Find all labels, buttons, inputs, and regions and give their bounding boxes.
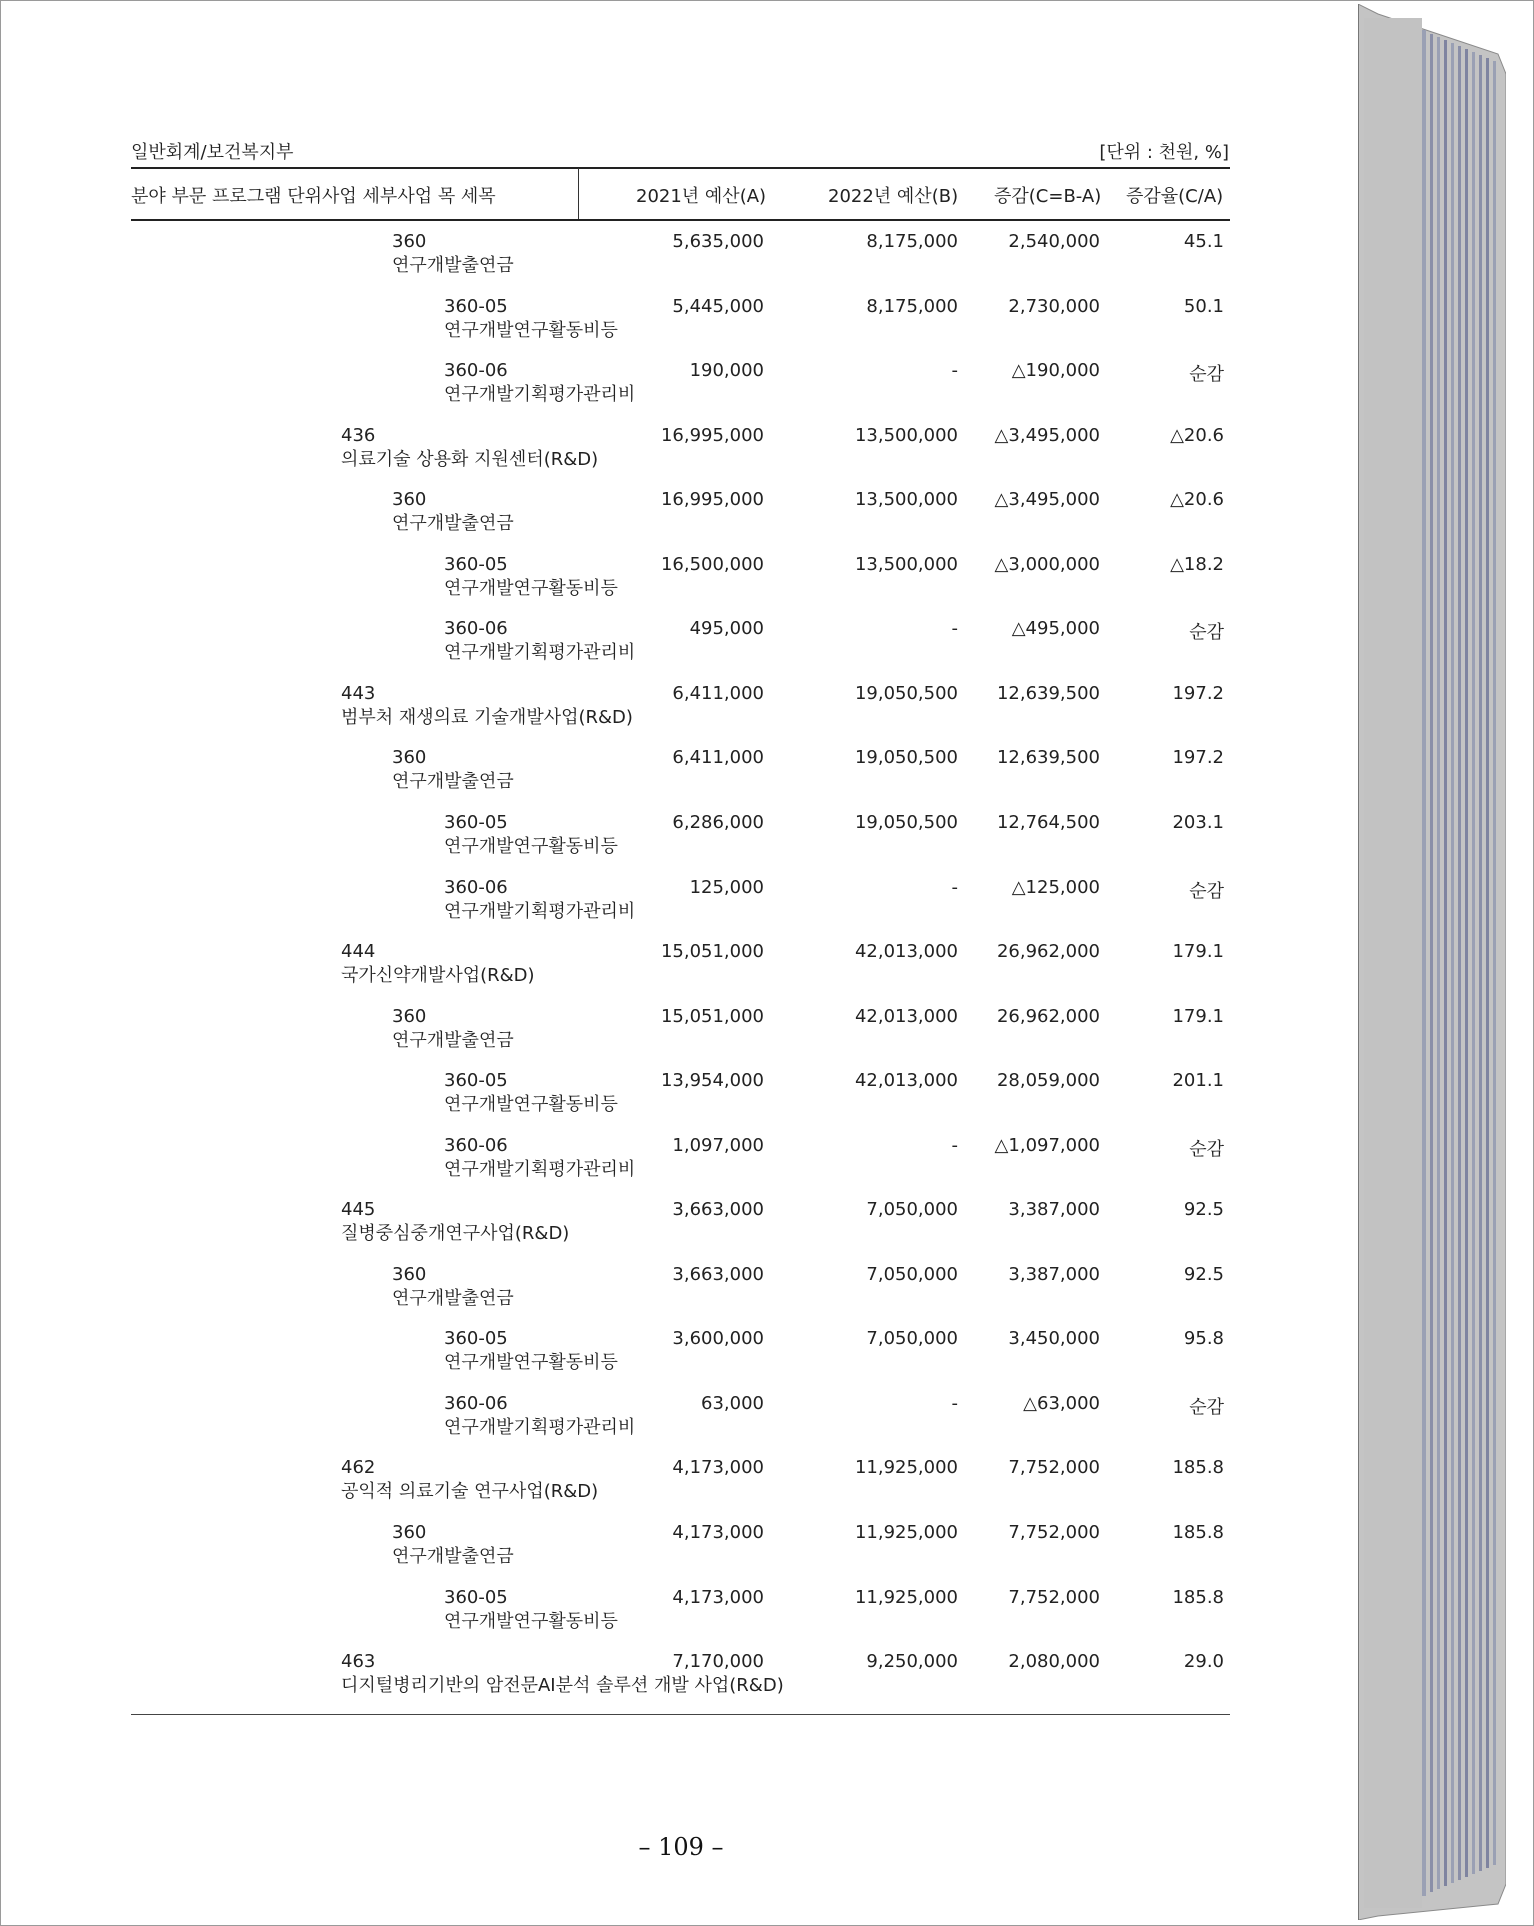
row-budget-2021: 6,286,000	[672, 811, 764, 833]
row-budget-2022: 7,050,000	[866, 1263, 958, 1285]
row-change: △63,000	[1023, 1392, 1100, 1414]
row-name: 연구개발출연금	[392, 513, 514, 535]
row-change: △3,495,000	[994, 424, 1100, 446]
table-row	[4, 1587, 1358, 1647]
row-budget-2022: 19,050,500	[854, 682, 958, 704]
row-code: 360-05	[444, 1586, 508, 1608]
row-budget-2021: 6,411,000	[672, 747, 764, 769]
row-change: 2,080,000	[1008, 1651, 1100, 1673]
row-code: 360	[392, 1522, 427, 1543]
row-change-rate: 순감	[1189, 622, 1224, 644]
row-budget-2022: 11,925,000	[854, 1586, 958, 1608]
row-budget-2022: -	[951, 876, 958, 898]
row-change-rate: 45.1	[1183, 231, 1224, 252]
row-budget-2022: -	[951, 360, 958, 382]
header-column-divider	[578, 168, 579, 219]
table-row	[4, 1264, 1358, 1324]
table-row	[4, 1651, 1358, 1711]
row-budget-2021: 495,000	[689, 618, 764, 640]
row-change-rate: △20.6	[1170, 489, 1224, 511]
table-row	[4, 1070, 1358, 1130]
unit-label: [단위 : 천원, %]	[1099, 142, 1229, 163]
row-change: 12,764,500	[996, 811, 1100, 833]
row-budget-2021: 190,000	[689, 360, 764, 382]
row-code: 463	[341, 1651, 376, 1673]
row-change: △125,000	[1011, 876, 1100, 898]
row-name: 범부처 재생의료 기술개발사업(R&D)	[341, 706, 633, 728]
row-budget-2021: 4,173,000	[672, 1457, 764, 1479]
row-code: 360-05	[444, 553, 508, 575]
row-change-rate: 95.8	[1183, 1328, 1224, 1350]
row-name: 의료기술 상용화 지원센터(R&D)	[341, 448, 599, 470]
row-code: 360-06	[444, 1392, 508, 1414]
row-budget-2021: 7,170,000	[672, 1651, 764, 1673]
row-change-rate: 185.8	[1172, 1522, 1224, 1543]
row-budget-2022: 13,500,000	[854, 424, 958, 446]
table-row	[4, 425, 1358, 485]
row-change: 26,962,000	[996, 941, 1100, 963]
book-page-edges	[1358, 4, 1506, 1920]
row-name: 연구개발출연금	[392, 1287, 514, 1309]
row-change-rate: 197.2	[1172, 682, 1224, 704]
row-change-rate: 203.1	[1172, 811, 1224, 833]
row-name: 연구개발기획평가관리비	[444, 1416, 636, 1438]
row-change-rate: △18.2	[1170, 553, 1224, 575]
row-change: 7,752,000	[1008, 1457, 1100, 1479]
row-change-rate: 197.2	[1172, 747, 1224, 769]
row-change: △3,000,000	[994, 553, 1100, 575]
column-header-change-rate: 증감율(C/A)	[1126, 186, 1224, 207]
page-number: – 109 –	[638, 1833, 724, 1861]
row-budget-2021: 3,663,000	[672, 1263, 764, 1285]
row-budget-2022: 7,050,000	[866, 1199, 958, 1221]
row-name: 연구개발연구활동비등	[444, 835, 618, 857]
row-budget-2021: 16,995,000	[660, 489, 764, 511]
table-row	[4, 489, 1358, 549]
row-name: 공익적 의료기술 연구사업(R&D)	[341, 1481, 599, 1503]
table-row	[4, 1135, 1358, 1195]
row-budget-2022: -	[951, 618, 958, 640]
row-budget-2022: 7,050,000	[866, 1328, 958, 1350]
row-code: 445	[341, 1199, 376, 1221]
row-change-rate: 50.1	[1183, 295, 1224, 317]
row-budget-2021: 6,411,000	[672, 682, 764, 704]
row-name: 연구개발출연금	[392, 1546, 514, 1567]
table-row	[4, 554, 1358, 614]
table-row	[4, 360, 1358, 420]
row-change: 3,450,000	[1008, 1328, 1100, 1350]
column-header-change: 증감(C=B-A)	[994, 186, 1102, 207]
table-row	[4, 877, 1358, 937]
column-header-category: 분야 부문 프로그램 단위사업 세부사업 목 세목	[131, 186, 496, 207]
row-change-rate: 185.8	[1172, 1457, 1224, 1479]
row-code: 436	[341, 424, 376, 446]
table-row	[4, 1006, 1358, 1066]
row-name: 연구개발연구활동비등	[444, 1610, 618, 1632]
row-change-rate: 92.5	[1183, 1199, 1224, 1221]
row-change: △190,000	[1011, 360, 1100, 382]
row-change: △3,495,000	[994, 489, 1100, 511]
row-change: 7,752,000	[1008, 1522, 1100, 1543]
row-change: 7,752,000	[1008, 1586, 1100, 1608]
row-budget-2021: 3,663,000	[672, 1199, 764, 1221]
row-budget-2022: 11,925,000	[854, 1522, 958, 1543]
table-row	[4, 747, 1358, 807]
row-name: 디지털병리기반의 암전문AI분석 솔루션 개발 사업(R&D)	[341, 1675, 784, 1697]
row-change-rate: 29.0	[1183, 1651, 1224, 1673]
row-name: 연구개발연구활동비등	[444, 1094, 618, 1116]
row-code: 360	[392, 1005, 427, 1027]
row-budget-2022: 8,175,000	[866, 295, 958, 317]
row-budget-2021: 5,635,000	[672, 231, 764, 252]
row-code: 444	[341, 941, 376, 963]
row-code: 360-05	[444, 811, 508, 833]
row-code: 360	[392, 747, 427, 769]
row-budget-2022: 19,050,500	[854, 811, 958, 833]
row-change-rate: 순감	[1189, 1396, 1224, 1418]
row-budget-2021: 1,097,000	[672, 1134, 764, 1156]
row-budget-2022: 42,013,000	[854, 1070, 958, 1092]
row-code: 360	[392, 1263, 427, 1285]
row-code: 360	[392, 231, 427, 252]
row-code: 360-06	[444, 618, 508, 640]
table-row	[4, 1199, 1358, 1259]
row-budget-2022: 11,925,000	[854, 1457, 958, 1479]
column-header-budget-2022: 2022년 예산(B)	[828, 186, 959, 207]
row-budget-2021: 13,954,000	[660, 1070, 764, 1092]
table-row	[4, 231, 1358, 291]
row-code: 360-05	[444, 1328, 508, 1350]
row-budget-2021: 3,600,000	[672, 1328, 764, 1350]
table-row	[4, 1393, 1358, 1453]
row-code: 462	[341, 1457, 376, 1479]
table-row	[4, 941, 1358, 1001]
row-name: 연구개발연구활동비등	[444, 319, 618, 341]
row-change-rate: 순감	[1189, 880, 1224, 902]
table-row	[4, 1328, 1358, 1388]
row-code: 360	[392, 489, 427, 511]
row-budget-2022: -	[951, 1392, 958, 1414]
table-row	[4, 1522, 1358, 1582]
row-change: 2,730,000	[1008, 295, 1100, 317]
row-change: △1,097,000	[994, 1134, 1100, 1156]
row-change: 3,387,000	[1008, 1263, 1100, 1285]
row-budget-2021: 125,000	[689, 876, 764, 898]
table-top-rule	[131, 167, 1230, 169]
row-change-rate: △20.6	[1170, 424, 1224, 446]
row-budget-2021: 63,000	[701, 1392, 764, 1414]
row-budget-2021: 4,173,000	[672, 1522, 764, 1543]
row-code: 443	[341, 682, 376, 704]
row-budget-2021: 5,445,000	[672, 295, 764, 317]
row-change: 28,059,000	[996, 1070, 1100, 1092]
row-budget-2022: -	[951, 1134, 958, 1156]
document-page	[4, 4, 1359, 1920]
account-label: 일반회계/보건복지부	[131, 142, 294, 163]
row-budget-2021: 4,173,000	[672, 1586, 764, 1608]
row-budget-2022: 42,013,000	[854, 1005, 958, 1027]
row-name: 연구개발기획평가관리비	[444, 642, 636, 664]
table-row	[4, 812, 1358, 872]
row-name: 연구개발출연금	[392, 255, 514, 276]
row-change-rate: 순감	[1189, 1138, 1224, 1160]
row-budget-2021: 15,051,000	[660, 1005, 764, 1027]
row-budget-2022: 8,175,000	[866, 231, 958, 252]
row-change: 12,639,500	[996, 747, 1100, 769]
row-budget-2021: 16,995,000	[660, 424, 764, 446]
table-row	[4, 683, 1358, 743]
row-name: 연구개발연구활동비등	[444, 1352, 618, 1374]
row-budget-2022: 19,050,500	[854, 747, 958, 769]
row-change: 3,387,000	[1008, 1199, 1100, 1221]
row-change: △495,000	[1011, 618, 1100, 640]
row-code: 360-06	[444, 1134, 508, 1156]
row-name: 연구개발기획평가관리비	[444, 900, 636, 922]
column-header-budget-2021: 2021년 예산(A)	[636, 186, 767, 207]
row-change-rate: 201.1	[1172, 1070, 1224, 1092]
row-name: 연구개발출연금	[392, 771, 514, 793]
row-name: 연구개발연구활동비등	[444, 577, 618, 599]
row-change: 12,639,500	[996, 682, 1100, 704]
row-budget-2022: 9,250,000	[866, 1651, 958, 1673]
row-name: 질병중심중개연구사업(R&D)	[341, 1223, 570, 1245]
table-row	[4, 1457, 1358, 1517]
row-change: 26,962,000	[996, 1005, 1100, 1027]
row-name: 연구개발출연금	[392, 1029, 514, 1051]
row-name: 연구개발기획평가관리비	[444, 1158, 636, 1180]
row-change-rate: 순감	[1189, 364, 1224, 386]
row-change-rate: 179.1	[1172, 941, 1224, 963]
row-change-rate: 185.8	[1172, 1586, 1224, 1608]
row-budget-2021: 15,051,000	[660, 941, 764, 963]
row-code: 360-05	[444, 1070, 508, 1092]
row-budget-2022: 42,013,000	[854, 941, 958, 963]
table-row	[4, 296, 1358, 356]
row-name: 국가신약개발사업(R&D)	[341, 965, 535, 987]
row-code: 360-05	[444, 295, 508, 317]
table-row	[4, 618, 1358, 678]
table-header-rule	[131, 219, 1230, 221]
row-budget-2022: 13,500,000	[854, 553, 958, 575]
row-change-rate: 179.1	[1172, 1005, 1224, 1027]
table-bottom-rule	[131, 1714, 1230, 1715]
row-budget-2021: 16,500,000	[660, 553, 764, 575]
row-change: 2,540,000	[1008, 231, 1100, 252]
row-name: 연구개발기획평가관리비	[444, 384, 636, 406]
row-code: 360-06	[444, 876, 508, 898]
row-code: 360-06	[444, 360, 508, 382]
row-budget-2022: 13,500,000	[854, 489, 958, 511]
row-change-rate: 92.5	[1183, 1263, 1224, 1285]
